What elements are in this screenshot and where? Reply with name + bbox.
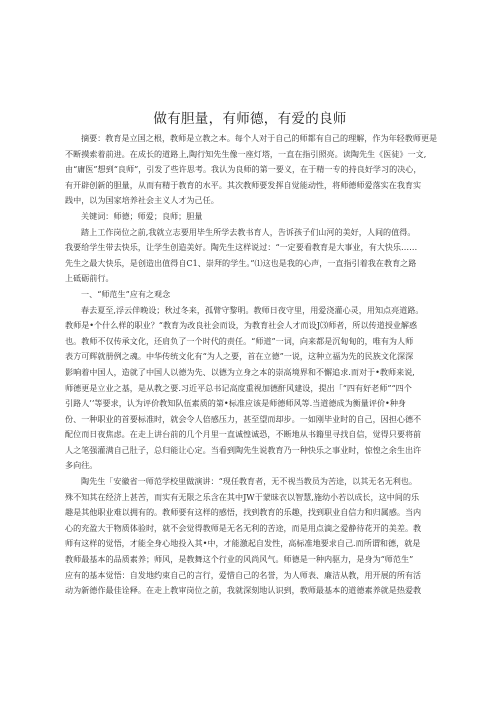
text-line: 一、“师范生”应有之观念 (81, 288, 171, 299)
text-line: 也。教师不仅传承文化，还肩负了一个时代的责任。“师道”一词，向来都是沉甸甸的，唯有为人师 (65, 335, 414, 346)
text-line: 应有的基本觉悟：自发地约束自己的言行，爱惜自己的名誉，为人师表、廉洁从教，用开展的所有活 (65, 569, 422, 580)
text-line: 由“庸医”想到“良师”，引发了些许思考。我认为良师的第一要义，在于精一专的持良好学习的决心， (65, 164, 422, 175)
text-line: 份、一种职业的首要标准时，就会令人倍感压力，甚至望而却步。一如刚毕业时的自己，因担心德不 (65, 413, 422, 424)
text-line: 师有这样的觉悟，才能全身心地投入其•中，才能激起自发性，高标准地要求自己.而所谓和德，就是 (65, 538, 421, 549)
text-line: 摘要：教育是立国之根，教师是立教之本。每个人对于自己的师都有自己的理解，作为年轻教师更是 (81, 133, 438, 143)
text-line: 影响着中国人，造就了中国人以德为先、以德为立身之本的崇高境界和不懈追求.而对于•教师来说, (65, 366, 415, 377)
text-line: 春去夏至,浮云伴晚设；秋过冬来，孤臂守黎明。教师日夜守里，用爱浇灌心灵，用知点亮道路。 (81, 304, 424, 315)
text-line: 踏上工作岗位之前,我就立志要用毕生所学去教书育人，告诉孩子们山河的美好，人间的值得。 (81, 226, 416, 237)
text-line: 我要给学生带去快乐，让学生创造美好。陶先生这样说过：“一定要看教育是大事业，有大快乐…… (65, 242, 418, 253)
text-line: 不断摸索着前进。在成长的道路上,陶行知先生像一座灯塔，一直在指引照亮。读陶先生《医徒》一文, (65, 148, 427, 159)
text-line: 有开辟创新的胆量，从而有精于教育的水平。其次教师要发挥自觉能动性，将师德师爱落实在我育实 (65, 179, 422, 190)
text-line: 陶先生「安徽省一师范学校里做演讲：“现任教育者，无不视当教员为苦途，以其无名无利也。 (81, 476, 417, 487)
text-line: 先生之最大快乐，是创造出值得自C1、崇拜的学生。”⑴这也是我的心声，一直指引着我在教育之路 (65, 257, 417, 268)
text-line: 多向往。 (65, 460, 98, 471)
document-body (65, 131, 438, 599)
text-line: 殊不知其在经济上甚苦，而实有无限之乐含在其中JW于蒙昧衣以智慧,施幼小若以成长，这中间的乐 (65, 491, 420, 502)
document-title: 做有胆量，有师德，有爱的良师 (153, 111, 347, 127)
text-line: 教师最基本的品质素养；师风，是教舞这个行业的风尚风气。师德是一种内驱力，是身为“师范生” (65, 554, 414, 565)
text-line: 引路人’’等要求，认为评价教知队伍素质的第•标准应该是师德师风等.当道德成为衡量评价•种身 (65, 398, 407, 409)
text-line: 心的充盈大于物质体验时，就不会觉得教师是无名无利的苦途，而是用点滴之爱静待花开的美差。教 (65, 522, 422, 533)
text-line: 配位而日夜焦虑。在走上讲台前的几个月里一直诚惶诚恐，不断地从书籍里寻找自信，觉得只要将前 (65, 429, 422, 440)
text-line: 师德更是立业之基，是从教之要.习近平总书记高度重视加德酐风建设，提出「“四有好老师”“四个 (65, 382, 412, 393)
text-line: 人之笔强灌满自己肚子，总归能让心定。当看到陶先生说教育乃一种快乐之事业时，惊惶之余生出许 (65, 444, 422, 455)
text-line: 动为新德作最佳诠释。在走上教审岗位之前，我就深刻地认识到，教师最基本的道德素养就是热爱教 (65, 585, 422, 596)
text-line: 教师是•个什么样的职业？“教育为改良社会而设，为教育社会人才而设J⑶师者，所以传道授业解惑 (65, 320, 418, 331)
text-line: 践中，以为国家培养社会主义人才为己任。 (65, 195, 219, 206)
text-line: 表方可辉就册例之魂。中华传统文化有“为人之要，首在立德”一说，这种立福为先的民族文化深深 (65, 351, 414, 362)
text-line: 上砥砺前行。 (65, 273, 114, 284)
text-line: 趣是其他职业难以拥有的。教师要有这样的感悟，找到教育的乐趣，找到职业自信力和归属感。当内 (65, 507, 422, 518)
text-line: 关键词：师德；师爱；良师；胆量 (81, 210, 203, 221)
